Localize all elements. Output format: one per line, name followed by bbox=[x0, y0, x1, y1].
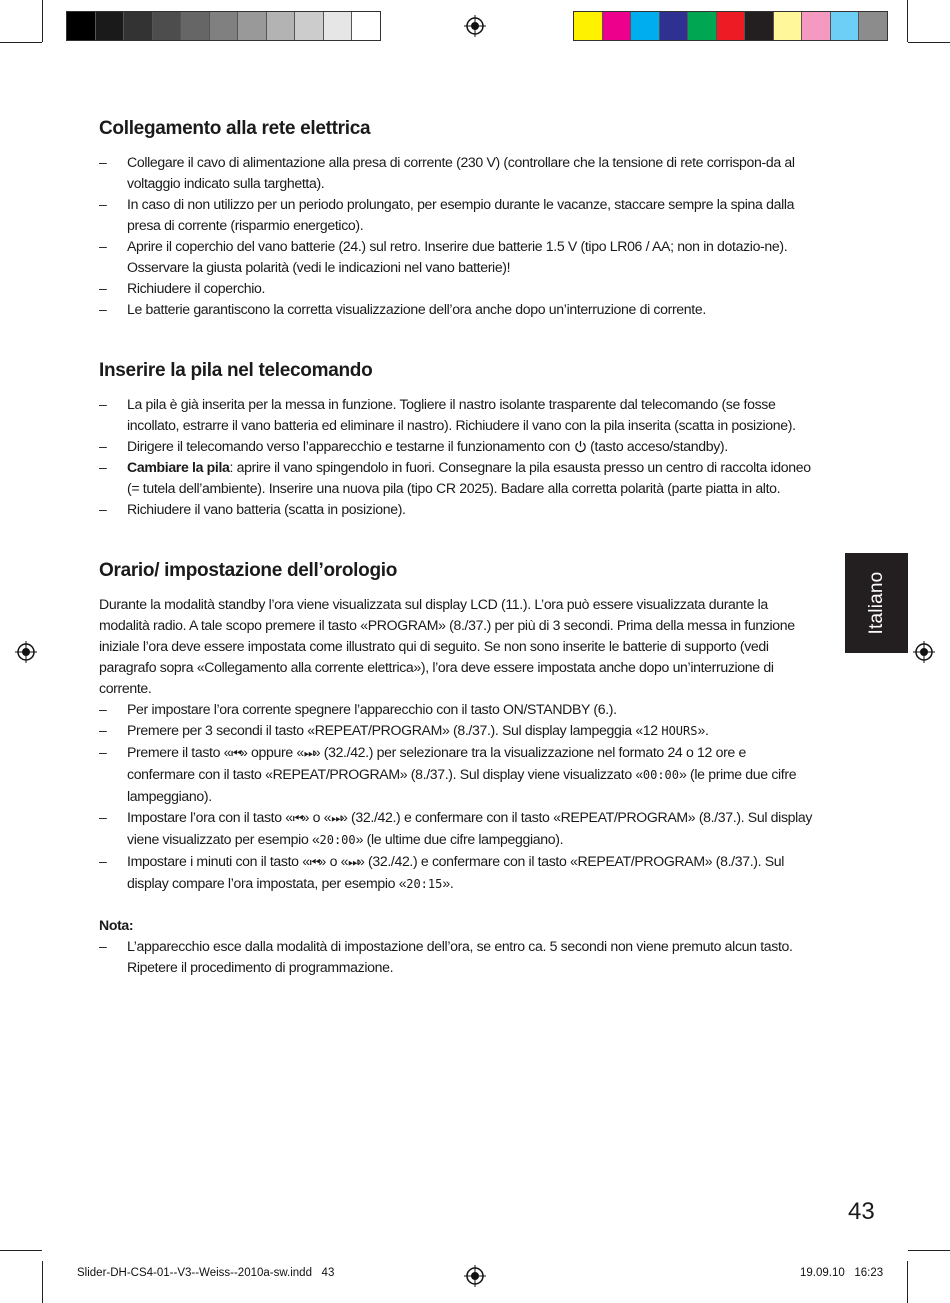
bullet-list bbox=[99, 394, 817, 520]
text: » oppure « bbox=[239, 744, 304, 760]
list-item bbox=[99, 851, 817, 895]
color-swatch bbox=[180, 12, 209, 40]
registration-mark-icon bbox=[464, 1265, 486, 1287]
registration-mark-icon bbox=[15, 641, 37, 663]
lcd-text: HOURS bbox=[661, 724, 698, 738]
skip-back-icon: ⏮ bbox=[292, 811, 302, 825]
list-item: – In caso di non utilizzo per un periodo prolungato, per esempio durante le vacanze, staccare sempre la spina dalla presa di corrente (risparmio energetico). bbox=[99, 194, 817, 236]
color-swatch bbox=[744, 12, 773, 40]
text: Premere per 3 secondi il tasto «REPEAT/PROGRAM» (8./37.). Sul display lampeggia «12 bbox=[127, 722, 662, 738]
color-swatch bbox=[830, 12, 859, 40]
crop-mark bbox=[908, 42, 950, 43]
text: » (le ultime due cifre lampeggiano). bbox=[355, 831, 564, 847]
color-swatch bbox=[294, 12, 323, 40]
color-swatch bbox=[801, 12, 830, 40]
lcd-text: 00:00 bbox=[642, 768, 679, 782]
color-swatch bbox=[602, 12, 631, 40]
footer-date-time: 19.09.10 16:23 bbox=[800, 1267, 884, 1279]
list-item bbox=[99, 457, 817, 499]
skip-back-icon: ⏮ bbox=[309, 855, 319, 869]
crop-mark bbox=[0, 1250, 42, 1251]
language-tab bbox=[845, 553, 908, 653]
color-swatch bbox=[323, 12, 352, 40]
list-item: – Per impostare l’ora corrente spegnere l’apparecchio con il tasto ON/STANDBY (6.). bbox=[99, 699, 817, 720]
page-number: 43 bbox=[848, 1198, 875, 1225]
section-power bbox=[99, 118, 817, 320]
color-swatch bbox=[630, 12, 659, 40]
color-swatch bbox=[773, 12, 802, 40]
crop-mark bbox=[42, 0, 43, 42]
color-swatch bbox=[67, 12, 95, 40]
skip-forward-icon: ⏭ bbox=[303, 746, 313, 760]
list-item bbox=[99, 436, 817, 457]
crop-mark bbox=[42, 1261, 43, 1303]
text: » (32./42.) e confermare con il tasto «REPEAT/PROGRAM» (8./37.). Sul display viene visualizzato per esempio « bbox=[127, 809, 813, 847]
text: » o « bbox=[318, 853, 349, 869]
color-swatch bbox=[716, 12, 745, 40]
text: » (le prime due cifre lampeggiano). bbox=[127, 766, 797, 804]
language-label: Italiano bbox=[865, 571, 887, 635]
bold-term: Cambiare la pila bbox=[127, 459, 230, 475]
list-item: – La pila è già inserita per la messa in funzione. Togliere il nastro isolante trasparente dal telecomando (se fosse incollato, estrarre il vano batteria ed eliminare il nastro). Richiudere il vano con la pila inserita (scatta in posizione). bbox=[99, 394, 817, 436]
text: Dirigere il telecomando verso l’apparecchio e testarne il funzionamento con bbox=[127, 438, 574, 454]
text: » (32./42.) e confermare con il tasto «REPEAT/PROGRAM» (8./37.). Sul display compare l’ora impostata, per esempio « bbox=[127, 853, 785, 891]
registration-mark-icon bbox=[913, 641, 935, 663]
color-swatch bbox=[858, 12, 887, 40]
lcd-text: 20:00 bbox=[319, 833, 356, 847]
list-item bbox=[99, 807, 817, 851]
paragraph: Durante la modalità standby l’ora viene visualizzata sul display LCD (11.). L’ora può essere visualizzata durante la modalità radio. A tale scopo premere il tasto «PROGRAM» (8./37.) per più di 3 secondi. Prima della messa in funzione iniziale l’ora deve essere impostata come illustrato qui di seguito. Se non sono inserite le batterie di supporto (vedi paragrafo sopra «Collegamento alla corrente elettrica»), l’ora deve essere impostata anche dopo un’interruzione di corrente. bbox=[99, 596, 795, 696]
crop-mark bbox=[907, 1261, 908, 1303]
text: Impostare i minuti con il tasto « bbox=[127, 853, 310, 869]
color-swatch bbox=[266, 12, 295, 40]
list-item: – Richiudere il vano batteria (scatta in posizione). bbox=[99, 499, 817, 520]
bullet-list bbox=[99, 699, 817, 895]
text: ». bbox=[697, 722, 709, 738]
list-item bbox=[99, 720, 817, 742]
color-swatch bbox=[574, 12, 602, 40]
color-swatch bbox=[209, 12, 238, 40]
text: ». bbox=[442, 875, 454, 891]
section-title: Orario/ impostazione dell’orologio bbox=[99, 560, 398, 581]
section-clock bbox=[99, 560, 817, 978]
bullet-list bbox=[99, 152, 817, 320]
skip-forward-icon: ⏭ bbox=[348, 855, 357, 869]
section-title: Inserire la pila nel telecomando bbox=[99, 360, 373, 381]
list-item: – L’apparecchio esce dalla modalità di impostazione dell’ora, se entro ca. 5 secondi non viene premuto alcun tasto. Ripetere il procedimento di programmazione. bbox=[99, 936, 817, 978]
color-swatch bbox=[659, 12, 688, 40]
list-item: – Collegare il cavo di alimentazione alla presa di corrente (230 V) (controllare che la tensione di rete corrispon-da al voltaggio indicato sulla targhetta). bbox=[99, 152, 817, 194]
registration-mark-icon bbox=[464, 15, 486, 37]
footer-file-name: Slider-DH-CS4-01--V3--Weiss--2010a-sw.indd 43 bbox=[77, 1267, 335, 1279]
text: : aprire il vano spingendolo in fuori. Consegnare la pila esausta presso un centro di raccolta idoneo (= tutela dell’ambiente). Inserire una nuova pila (tipo CR 2025). Badare alla corretta polarità (parte piatta in alto. bbox=[127, 459, 811, 496]
crop-mark bbox=[908, 1250, 950, 1251]
list-item bbox=[99, 742, 817, 807]
color-swatch bbox=[152, 12, 181, 40]
power-standby-icon bbox=[574, 440, 587, 453]
skip-forward-icon: ⏭ bbox=[331, 811, 340, 825]
list-item: – Aprire il coperchio del vano batterie (24.) sul retro. Inserire due batterie 1.5 V (tipo LR06 / AA; non in dotazio-ne). Osservare la giusta polarità (vedi le indicazioni nel vano batterie)! bbox=[99, 236, 817, 278]
grayscale-color-bar bbox=[66, 11, 381, 41]
text: (tasto acceso/standby). bbox=[586, 438, 728, 454]
color-swatch bbox=[95, 12, 124, 40]
lcd-text: 20:15 bbox=[406, 877, 443, 891]
text: Impostare l’ora con il tasto « bbox=[127, 809, 293, 825]
crop-mark bbox=[0, 42, 42, 43]
text: Premere il tasto « bbox=[127, 744, 232, 760]
color-swatch bbox=[351, 12, 380, 40]
list-item: – Le batterie garantiscono la corretta visualizzazione dell’ora anche dopo un’interruzione di corrente. bbox=[99, 299, 817, 320]
page-content bbox=[99, 118, 817, 1018]
text: » (32./42.) per selezionare tra la visualizzazione nel formato 24 o 12 ore e confermare con il tasto «REPEAT/PROGRAM» (8./37.). Sul display viene visualizzato « bbox=[127, 744, 746, 782]
color-swatch bbox=[237, 12, 266, 40]
section-title: Collegamento alla rete elettrica bbox=[99, 118, 371, 139]
crop-mark bbox=[907, 0, 908, 42]
bullet-list bbox=[99, 936, 817, 978]
text: » o « bbox=[301, 809, 332, 825]
list-item: – Richiudere il coperchio. bbox=[99, 278, 817, 299]
color-swatch bbox=[687, 12, 716, 40]
skip-back-icon: ⏮ bbox=[231, 746, 240, 760]
note-title: Nota: bbox=[99, 917, 134, 933]
color-swatch bbox=[123, 12, 152, 40]
section-remote bbox=[99, 360, 817, 520]
cmyk-color-bar bbox=[573, 11, 888, 41]
